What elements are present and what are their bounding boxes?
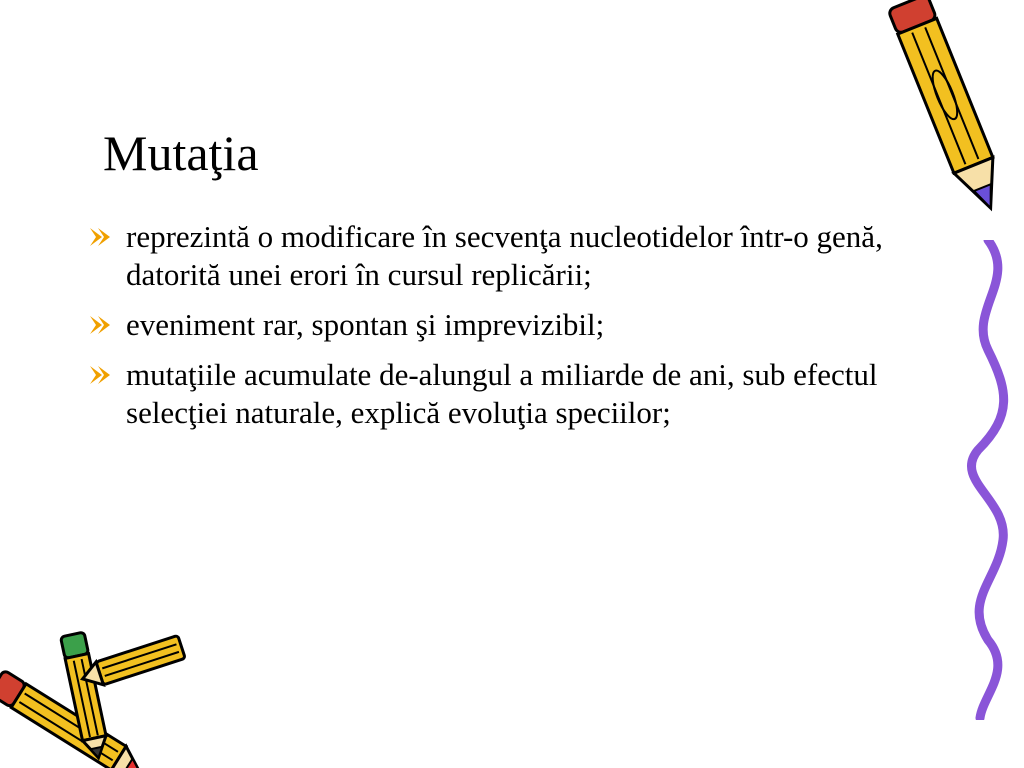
chevron-right-icon — [88, 226, 114, 248]
bullet-text: reprezintă o modificare în secvenţa nucleotidelor într-o genă, datorită unei erori în cursul replicării; — [126, 219, 883, 292]
pencil-icon — [860, 0, 1010, 245]
bullet-item — [88, 218, 888, 294]
bullet-text: mutaţiile acumulate de-alungul a miliarde de ani, sub efectul selecţiei naturale, explică evoluţia speciilor; — [126, 357, 878, 430]
bullet-list — [88, 218, 888, 444]
chevron-right-icon — [88, 314, 114, 336]
bullet-text: eveniment rar, spontan şi imprevizibil; — [126, 307, 605, 342]
slide-title: Mutaţia — [103, 125, 259, 181]
chevron-right-icon — [88, 364, 114, 386]
bullet-item — [88, 306, 888, 344]
bullet-item — [88, 356, 888, 432]
pencils-icon — [0, 618, 210, 768]
squiggle-line — [958, 240, 1024, 720]
